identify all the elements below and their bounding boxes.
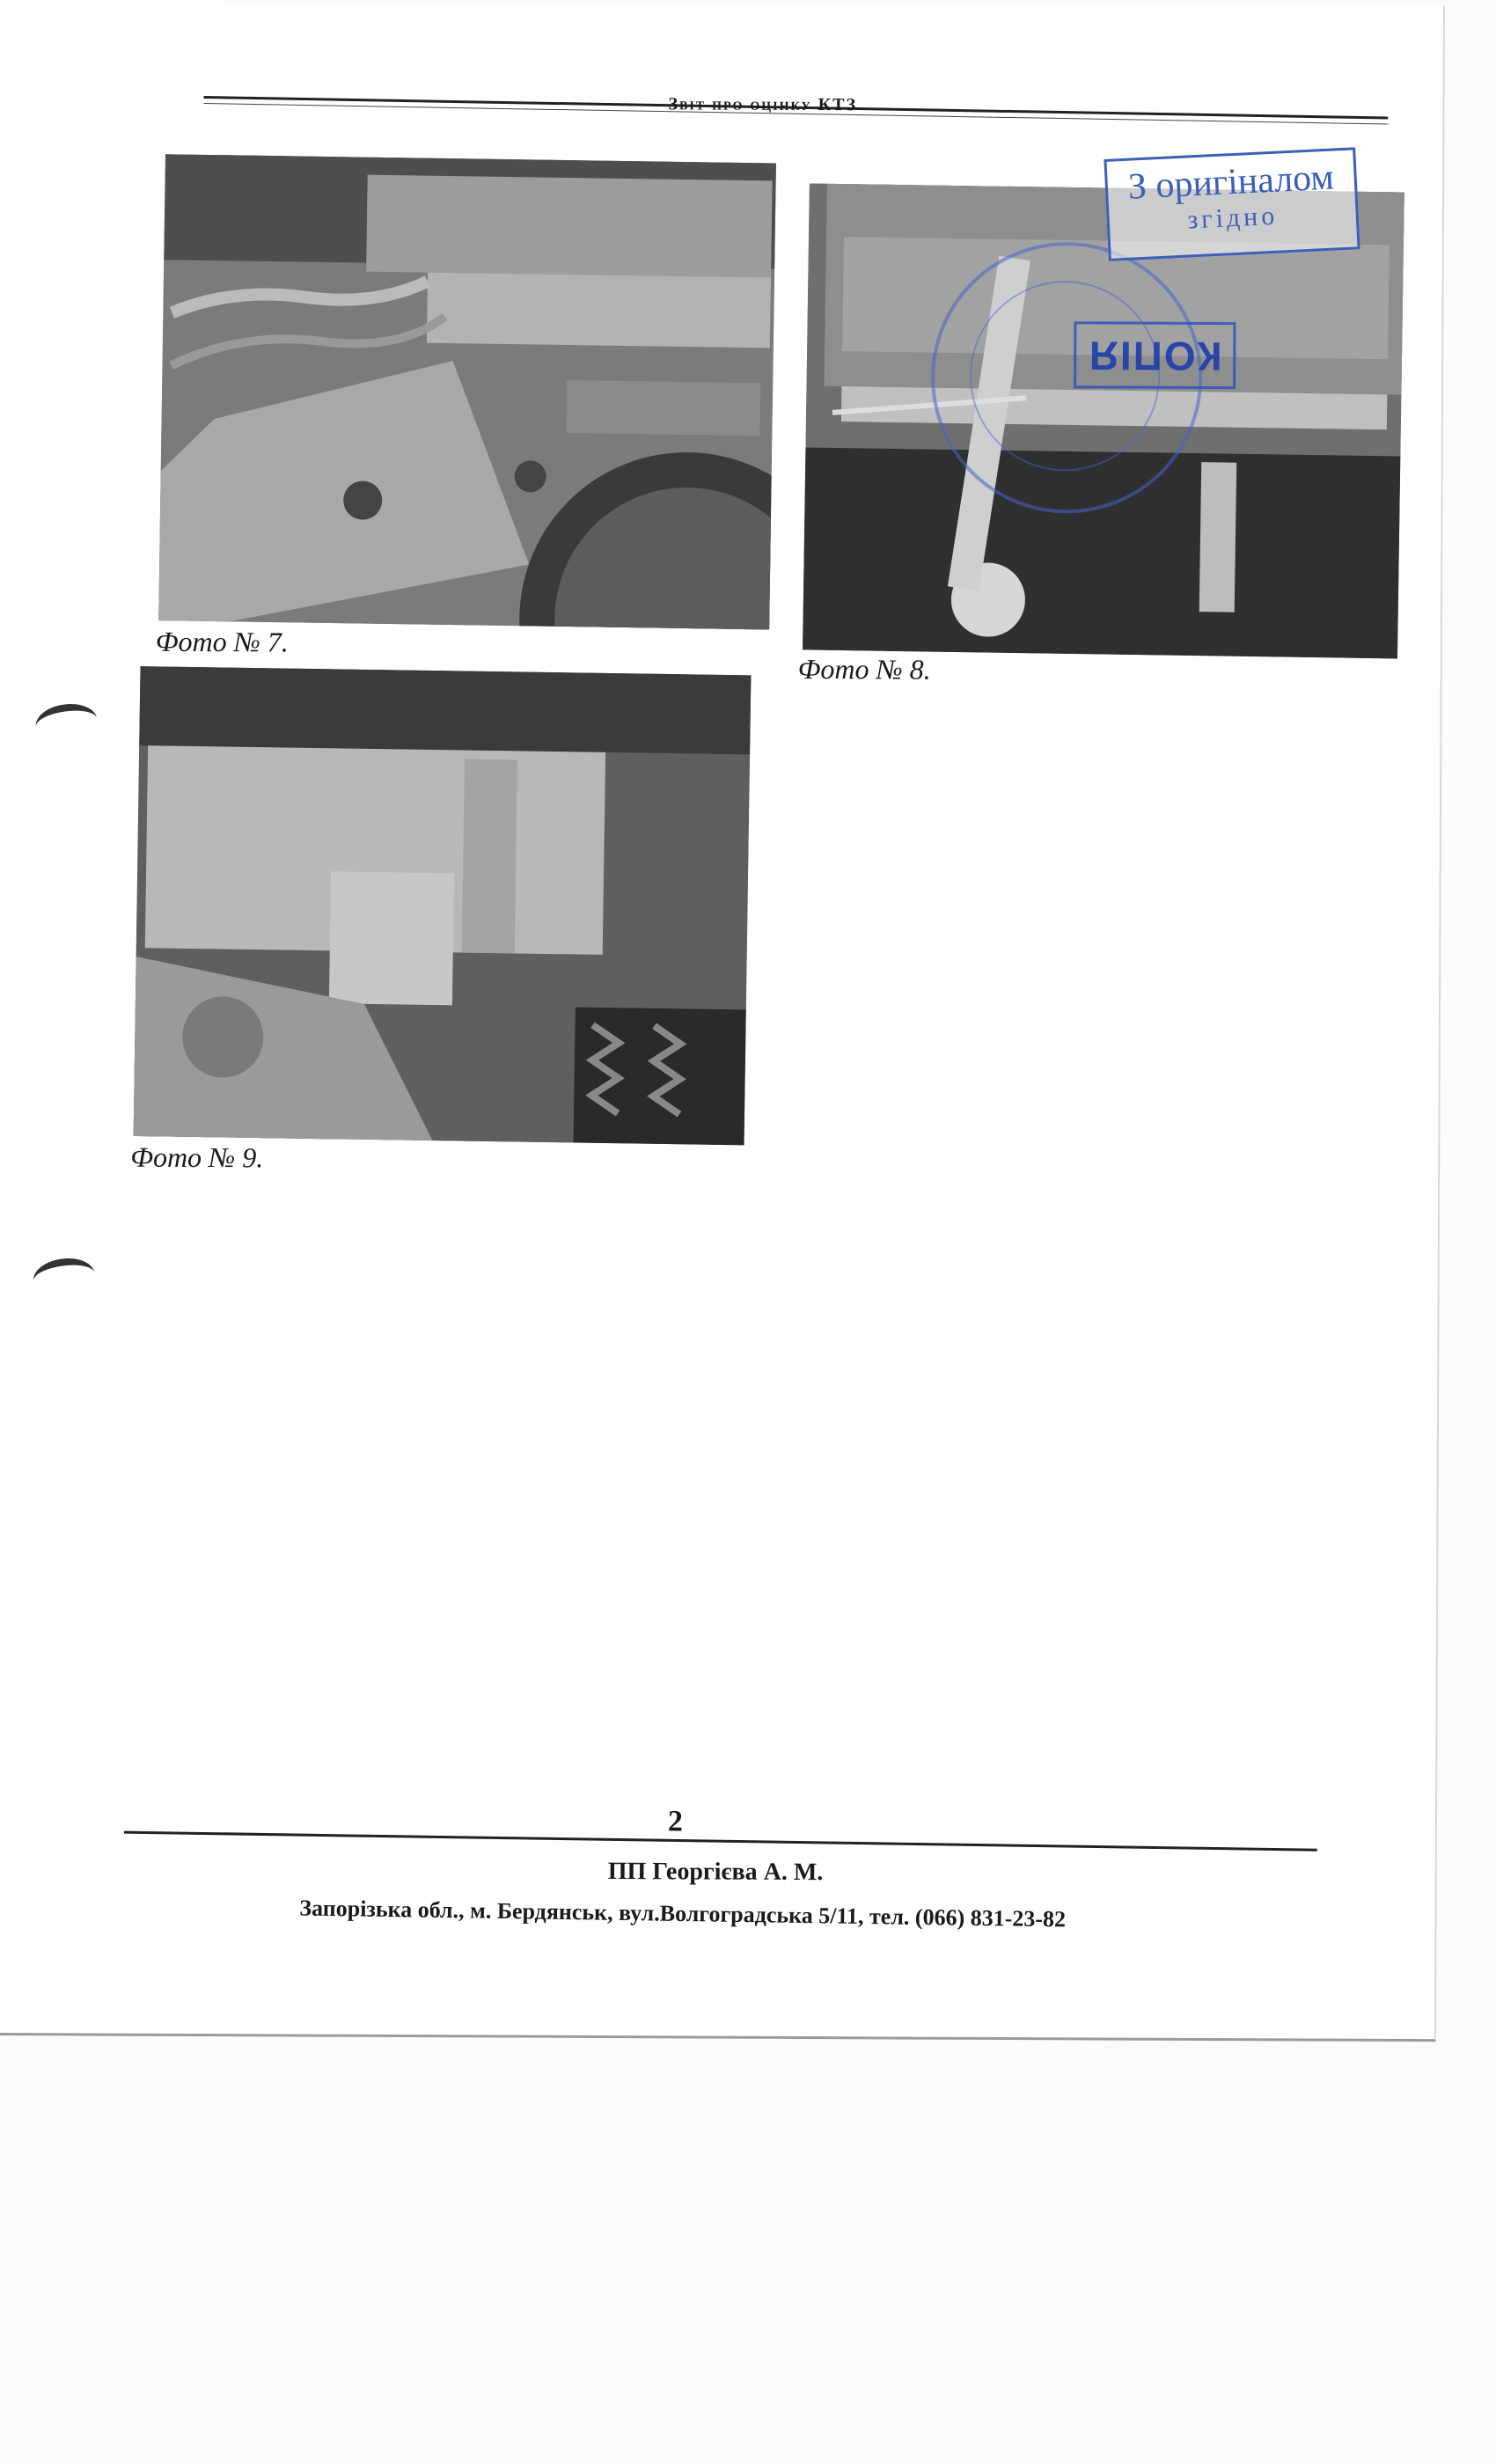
header-title: Звіт про оцінку КТЗ	[668, 94, 858, 115]
photo-9-caption: Фото № 9.	[130, 1140, 264, 1174]
photo-7-caption: Фото № 7.	[155, 625, 289, 658]
certified-copy-stamp	[1104, 147, 1360, 261]
photo-7	[158, 154, 776, 629]
footer-rule	[124, 1831, 1317, 1852]
photo-9	[134, 666, 752, 1145]
photo-8-caption: Фото № 8.	[797, 652, 931, 686]
footer-address: Запорізька обл., м. Бердянськ, вул.Волгоградська 5/11, тел. (066) 831-23-82	[299, 1895, 1067, 1932]
certified-stamp-line-2: згідно	[1186, 201, 1279, 235]
copy-stamp: КОПІЯ	[1074, 321, 1236, 389]
page-number: 2	[667, 1805, 684, 1838]
punch-hole	[31, 1255, 97, 1300]
certified-stamp-line-1: З оригіналом	[1126, 157, 1335, 208]
footer-company: ПП Георгієва А. М.	[607, 1858, 824, 1887]
punch-hole	[33, 700, 99, 745]
